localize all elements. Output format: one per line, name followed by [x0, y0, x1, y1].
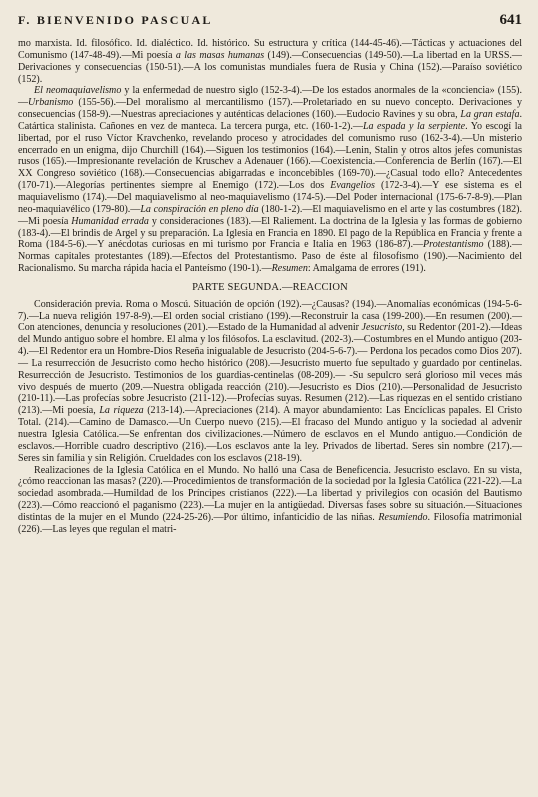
index-text: [18, 38, 522, 536]
text-run: (172-3-4).—Y ese sistema es el maquiavelismo (174).—Del maquiavelismo al neo-maquiavelismo (174-5).—Del Poder internacional (175-6-7-8-9).—Plan neo-maquiavélico (179-80).—: [18, 180, 522, 215]
text-run: , su Redentor (201-2).—Ideas del Mundo antiguo sobre el hombre. El alma y los filósofos. La esclavitud. (202-3).—Costumbres en el Mundo antiguo (203-4).—El Redentor era un Hombre-Dios Reseña inigualable de Jesucristo (204-5-6-7).— Perdona los pecados como Dios 207).— La resurrección de Jesucristo como hecho histórico (208).—Jesucristo muerto fue sepultado y guardado por centinelas. Resurrección de Jesucristo. Testimonios de los guardias-centinelas (08-209).— -Su sepulcro será glorioso mil veces más vivo después de muerto (209.—Nuestra obligada reacción (210).—Jesucristo es Dios (210).—Personalidad de Jesucristo (210-11).—Las profecías sobre Jesucristo (211-12).—Profecías suyas. Resumen (212).—Las riquezas en el sentido cristiano (213).—Mi poesía,: [18, 322, 522, 417]
italic-title: La conspiración en pleno día: [140, 203, 259, 215]
page-number: 641: [499, 12, 522, 28]
part-one-section: [18, 38, 522, 275]
italic-title: Jesucristo: [361, 322, 403, 334]
index-paragraph: [18, 299, 522, 465]
text-run: mo marxista. Id. filosófico. Id. dialéctico. Id. histórico. Su estructura y crítica (144-45-46).—Tácticas y actuaciones del Comunismo (147-48-49).—Mi poesía: [18, 38, 522, 61]
text-run: y la enfermedad de nuestro siglo (152-3-4).—De los estados anormales de la «conciencia» (155).—: [18, 85, 522, 109]
text-run: (149).—Consecuencias (149-50).—La libertad en la URSS.—Derivaciones y consecuencias (150-51).—A los comunistas mundiales fuera de Rusia y China (152).—Paraíso soviético (152).: [18, 49, 522, 85]
text-run: : Amalgama de errores (191).: [307, 263, 426, 275]
text-run: (180-1-2).—El maquiavelismo en el arte y las costumbres (182).—Mi poesía: [18, 203, 523, 227]
text-run: . Filosofía matrimonial (226).—Las leyes que regulan el matri-: [18, 511, 522, 535]
text-run: (188).—Normas capitales protestantes (189).—Efectos del Protestantismo. Paso de éste al filosofismo (190).—Nacimiento del Racionalismo. Su marcha rápida hacia el Panteísmo (190-1).—: [18, 239, 522, 275]
italic-title: Humanidad errada: [71, 215, 149, 227]
index-paragraph: [18, 85, 522, 275]
italic-title: Evangelios: [330, 180, 375, 192]
italic-title: El neomaquiavelismo: [34, 85, 122, 97]
part-two-section: [18, 299, 522, 536]
text-run: y consideraciones (183).—El Raliement. La doctrina de la Iglesia y las formas de gobierno (183-4).—El brindis de Argel y su preparación. La Iglesia en Francia en 1890. El pago de la República en Francia y frente a Roma (184-5-6).—Y anécdotas curiosas en mi turismo por Francia e Italia en 1963 (186-87).—: [18, 215, 522, 251]
italic-title: a las masas humanas: [175, 49, 265, 61]
text-run: (155-56).—Del moralismo al mercantilismo (157).—Proletariado en su nuevo concepto. Derivaciones y consecuencias (158-9).—Nuestras apreciaciones y auténticas delaciones (160).—Eudocio Ravines y su obra,: [18, 97, 522, 121]
page-header: [18, 12, 522, 34]
text-run: . Yo escogí la libertad, por el ruso Víctor Kravchenko, revelando proceso y atrocidades del comunismo ruso (162-3-4).—Un misterio encerrado en un enigma, dijo Churchill (164).—Siguen los testimonios (164).—Lenin, Stalin y otros altos jefes comunistas rusos (165).—Impresionante revelación de Kruschev a Adenauer (166).—Coexistencia.—Conferencia de Berlín (167).—El XX Congreso soviético (168).—Consecuencias abigarradas e inconcebibles (169-70).—¿Casual todo ello? Antecedentes (170-71).—Alegorías pertinentes siempre al Enemigo (172).—Los dos: [18, 120, 522, 192]
italic-title: Urbanismo: [28, 97, 74, 109]
index-paragraph: [18, 38, 522, 85]
italic-title: La gran estafa: [460, 109, 520, 121]
section-title: PARTE SEGUNDA.—REACCION: [192, 281, 348, 293]
italic-title: La riqueza: [99, 405, 144, 417]
running-head: F. BIENVENIDO PASCUAL: [18, 13, 213, 27]
italic-title: Resumen: [271, 263, 308, 275]
text-run: (213-14).—Apreciaciones (214). A mayor abundamiento: Las Encíclicas papales. El Cristo Total. (214).—Camino de Damasco.—Un Cuerpo nuevo (215).—El fracaso del Mundo antiguo y la sociedad al advenir nuestra Iglesia Católica.—Se enfrentan dos civilizaciones.—Número de esclavos en el Mundo antiguo.—Condición de esclavos.—Horrible cuadro descriptivo (216).—Los esclavos ante la ley. Privados de libertad. Seres sin nombre (217).—Seres sin familia y sin Religión. Crueldades con los esclavos (218-19).: [18, 405, 523, 464]
index-paragraph: [18, 465, 522, 536]
text-run: Consideración previa. Roma o Moscú. Situación de opción (192).—¿Causas? (194).—Anomalías económicas (194-5-6-7).—La nueva religión 197-8-9).—El orden social cristiano (199).—Reconstruir la casa (199-200).—En resumen (200).—Con atenciones, denuncia y resoluciones (201).—Estado de la Humanidad al advenir: [18, 298, 522, 334]
italic-title: Protestantismo: [423, 239, 484, 251]
text-run: Realizaciones de la Iglesia Católica en el Mundo. No halló una Casa de Beneficencia. Jesucristo esclavo. En su vista, ¿cómo reaccionan las masas? (220).—Procedimientos de transformación de la sociedad por la Iglesia Católica (221-22).—La sociedad asombrada.—Humildad de los Príncipes cristianos (222).—La libertad y privilegios con ocasión del Bautismo (223).—Cómo reaccionó el paganismo (223).—La mujer en la antigüedad. Diversas fases sobre su situación.—Situaciones distintas de la mujer en el Mundo (224-25-26).—Por último, infanticidio de las niñas.: [18, 464, 522, 523]
italic-title: La espada y la serpiente: [362, 120, 466, 132]
italic-title: Resumiendo: [378, 511, 428, 523]
text-run: . Catártica stalinista. Cañones en vez de manteca. La tercera purga, etc. (160-1-2).—: [18, 109, 522, 132]
